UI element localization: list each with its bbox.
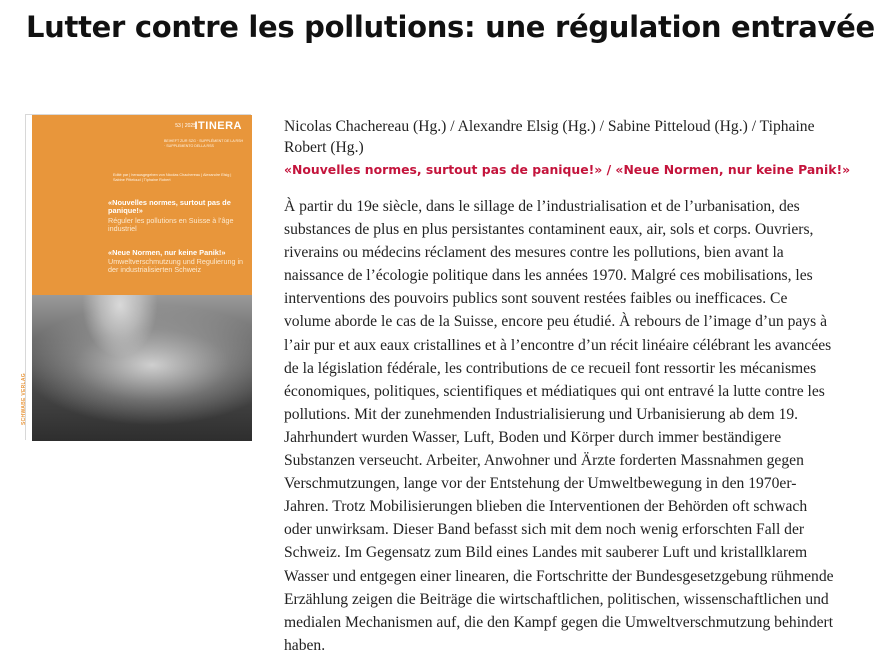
cover-french-subtitle: Réguler les pollutions en Suisse à l’âge industriel xyxy=(108,216,234,234)
book-cover-image[interactable] xyxy=(21,114,251,440)
cover-photo-industrial-smoke xyxy=(32,295,252,441)
book-authors: Nicolas Chachereau (Hg.) / Alexandre Elsig (Hg.) / Sabine Pitteloud (Hg.) / Tiphaine Robert (Hg.) xyxy=(284,118,815,156)
cover-german-title: «Neue Normen, nur keine Panik!» xyxy=(108,248,226,257)
cover-publisher-label: SCHWABE VERLAG xyxy=(21,373,27,425)
cover-german-subtitle: Umweltverschmutzung und Regulierung in der industrialisierten Schweiz xyxy=(108,257,244,275)
cover-series-text: BEIHEFT ZUR SZG · SUPPLÉMENT DE LA RSH · SUPPLEMENTO DELLA RSS xyxy=(164,139,244,148)
book-subtitle: «Nouvelles normes, surtout pas de panique!» / «Neue Normen, nur keine Panik!» xyxy=(284,162,851,177)
cover-editors: Edité par | herausgegeben von Nicolas Chachereau | Alexandre Elsig | Sabine Pitteloud | Tiphaine Robert xyxy=(113,173,232,183)
cover-french-title: «Nouvelles normes, surtout pas de panique!» xyxy=(108,198,231,216)
cover-series-logo: ITINERA xyxy=(194,120,242,132)
page-title: Lutter contre les pollutions: une régulation entravée xyxy=(26,10,875,44)
cover-publisher xyxy=(21,365,36,425)
book-description: À partir du 19e siècle, dans le sillage de l’industrialisation et de l’urbanisation, des substances de plus en plus persistantes contaminent eaux, air, sols et corps. Ouvriers, riverains ou médecins réclament des mesures contre les pollutions, bien avant la naissance de l’écologie politique dans les années 1970. Malgré ces mobilisations, les interventions des pouvoirs publics sont souvent restées faibles ou inefficaces. Ce volume aborde le cas de la Suisse, encore peu étudié. À rebours de l’image d’un pays à l’air pur et aux eaux cristallines et à l’encontre d’un récit linéaire célébrant les avancées de la législation fédérale, les contributions de ce recueil font ressortir les mécanismes économiques, politiques, scientifiques et médiatiques qui ont entravé la lutte contre les pollutions. Mit der zunehmenden Industrialisierung und Urbanisierung ab dem 19. Jahrhundert wurden Wasser, Luft, Boden und Körper durch immer beständigere Substanzen verseucht. Arbeiter, Anwohner und Ärzte forderten Massnahmen gegen Verschmutzungen, lange vor der Entstehung der Umweltbewegung in den 1970er-Jahren. Trotz Mobilisierungen blieben die Interventionen der Behörden oft schwach oder unwirksam. Dieser Band befasst sich mit dem noch wenig erforschten Fall der Schweiz. Im Gegensatz zum Bild eines Landes mit sauberer Luft und kristallklarem Wasser und entgegen einer linearen, die Fortschritte der Bundesgesetzgebung rühmende Erzählung zeigen die Beiträge die wirtschaftlichen, politischen, wissenschaftlichen und medialen Mechanismen auf, die den Kampf gegen die Umweltverschmutzung behindert haben. xyxy=(284,198,834,654)
cover-issue-number: 53 | 2025 xyxy=(175,123,196,129)
